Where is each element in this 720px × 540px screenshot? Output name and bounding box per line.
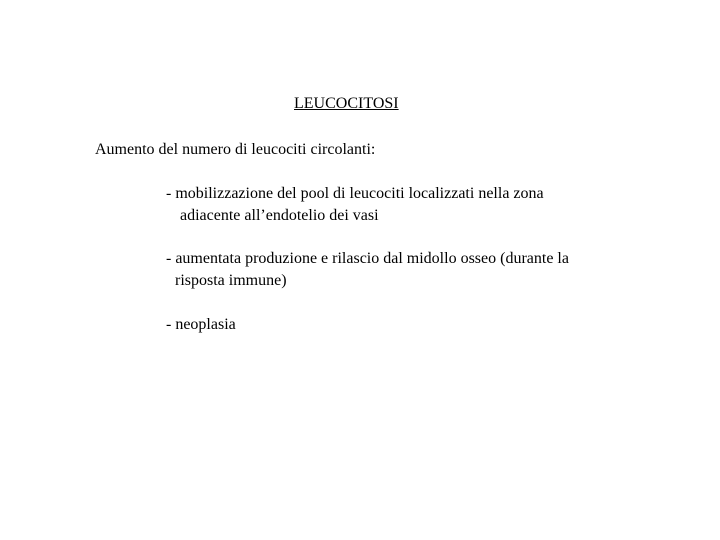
bullet-item-mobilization: [166, 183, 544, 227]
bullet-item-production: [166, 248, 569, 292]
bullet-line: - aumentata produzione e rilascio dal midollo osseo (durante la: [166, 250, 569, 267]
intro-text: Aumento del numero di leucociti circolanti:: [95, 141, 376, 158]
bullet-line: - neoplasia: [166, 316, 236, 333]
bullet-line-continuation: risposta immune): [175, 272, 287, 289]
slide-title: LEUCOCITOSI: [294, 95, 399, 112]
bullet-item-neoplasia: [166, 314, 236, 336]
bullet-line-continuation: adiacente all’endotelio dei vasi: [180, 207, 379, 224]
bullet-line: - mobilizzazione del pool di leucociti localizzati nella zona: [166, 185, 544, 202]
